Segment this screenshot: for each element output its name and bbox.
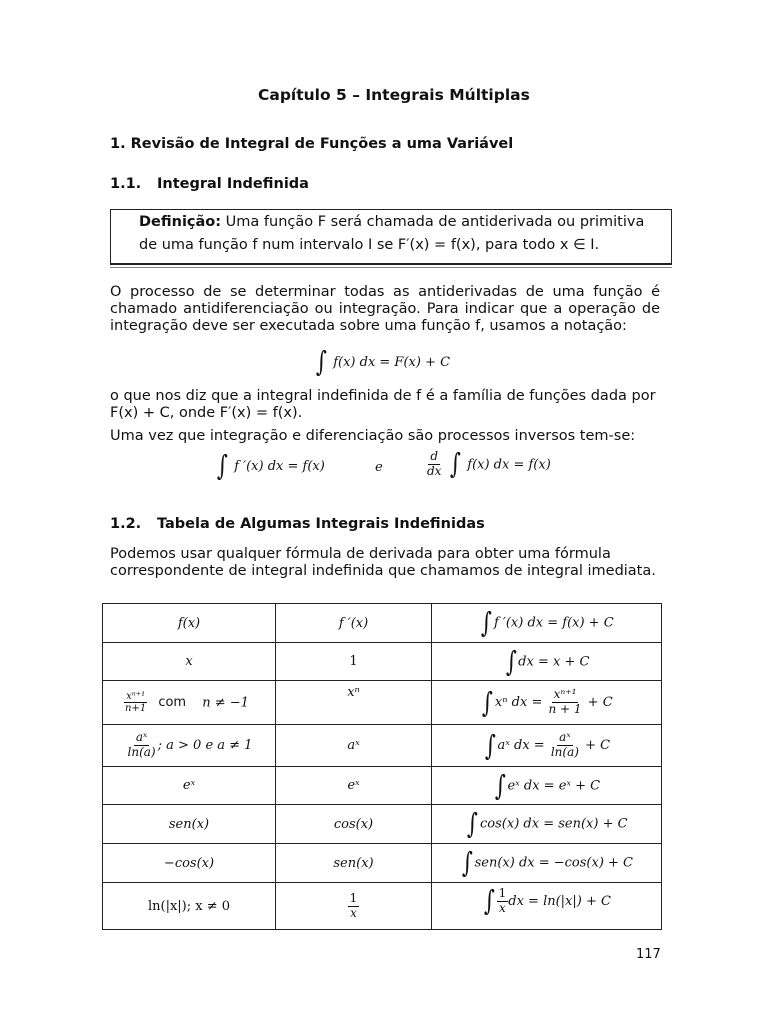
paragraph-family-line-1: o que nos diz que a integral indefinida de f é a família de funções dada por (110, 388, 656, 404)
definition-line-1 (139, 214, 644, 230)
page-number: 117 (636, 947, 661, 962)
equation-text: f(x) dx = F(x) + C (333, 355, 451, 370)
table-row (103, 681, 662, 725)
cell-derivative: sen(x) (276, 844, 432, 883)
cell-derivative: aˣ (276, 725, 432, 767)
cell-derivative: 1 (276, 643, 432, 681)
table-row (103, 844, 662, 883)
cell-function: $\frac{\text{aˣ}}{\ln(a)}$ ; a > 0 e a ≠ 1 (103, 725, 276, 767)
cell-function: $\frac{\text{xⁿ⁺¹}}{n+1}$ com n ≠ −1 (103, 681, 276, 725)
integral-sign: ∫ (449, 447, 461, 481)
table-row (103, 725, 662, 767)
section-number: 1.2. (110, 516, 142, 532)
cell-integral: ∫ eˣ dx = eˣ + C (432, 767, 662, 805)
paragraph-family-line-2: F(x) + C, onde F′(x) = f(x). (110, 405, 303, 421)
integral-sign: ∫ (315, 345, 327, 378)
section-title: Integral Indefinida (157, 176, 309, 192)
equation-connector: e (375, 460, 383, 475)
cell-function: ln(|x|); x ≠ 0 (103, 883, 276, 930)
header-function: f(x) (103, 604, 276, 643)
cell-derivative: xⁿ (276, 681, 432, 725)
table-row (103, 767, 662, 805)
definition-label: Definição: (139, 214, 222, 230)
integral-sign: ∫ (216, 449, 228, 482)
definition-box (110, 209, 672, 265)
equation-inverse-right (425, 447, 551, 481)
equation-text: f(x) dx = f(x) (467, 457, 551, 473)
section-number: 1.1. (110, 176, 142, 192)
derivative-operator: $\frac{d}{dx}$ (427, 449, 442, 478)
cell-derivative: $\frac{1}{x}$ (276, 883, 432, 930)
section-heading-1: 1. Revisão de Integral de Funções a uma Variável (110, 136, 514, 152)
cell-integral: ∫ xⁿ dx = $\frac{\text{xⁿ⁺¹}}{n + 1}$ + C (432, 681, 662, 725)
header-integral: ∫ f ′(x) dx = f(x) + C (432, 604, 662, 643)
table-row (103, 643, 662, 681)
paragraph-table-intro: Podemos usar qualquer fórmula de derivada para obter uma fórmula correspondente de integral indefinida que chamamos de integral imediata. (110, 546, 656, 579)
cell-integral: ∫ $\frac{1}{x}$ dx = ln(|x|) + C (432, 883, 662, 930)
definition-line-2: de uma função f num intervalo I se F′(x) = f(x), para todo x ∈ I. (139, 237, 600, 253)
table-row-header (103, 604, 662, 643)
section-heading-1-1 (110, 176, 309, 192)
cell-function: −cos(x) (103, 844, 276, 883)
section-heading-1-2 (110, 516, 485, 532)
equation-text: f ′(x) dx = f(x) (234, 459, 325, 474)
paragraph-antidifferentiation: O processo de se determinar todas as antiderivadas de uma função é chamado antidiferenciação ou integração. Para indicar que a operação de integração deve ser executada sobre uma função f, usamos a notação: (110, 284, 660, 334)
cell-function: eˣ (103, 767, 276, 805)
header-derivative: f ′(x) (276, 604, 432, 643)
cell-function: x (103, 643, 276, 681)
definition-text-1: Uma função F será chamada de antiderivada ou primitiva (225, 214, 645, 230)
cell-derivative: cos(x) (276, 805, 432, 844)
cell-integral: ∫ cos(x) dx = sen(x) + C (432, 805, 662, 844)
cell-derivative: eˣ (276, 767, 432, 805)
chapter-title: Capítulo 5 – Integrais Múltiplas (258, 86, 530, 104)
table-row (103, 805, 662, 844)
equation-indefinite-integral (314, 345, 451, 378)
cell-integral: ∫ aˣ dx = $\frac{\text{aˣ}}{\ln(a)}$ + C (432, 725, 662, 767)
equation-inverse-left (215, 449, 325, 482)
table-row (103, 883, 662, 930)
cell-integral: ∫ sen(x) dx = −cos(x) + C (432, 844, 662, 883)
cell-function: sen(x) (103, 805, 276, 844)
cell-integral: ∫ dx = x + C (432, 643, 662, 681)
paragraph-inverse: Uma vez que integração e diferenciação são processos inversos tem-se: (110, 428, 636, 444)
section-title: Tabela de Algumas Integrais Indefinidas (157, 516, 485, 532)
integral-table (102, 603, 662, 930)
